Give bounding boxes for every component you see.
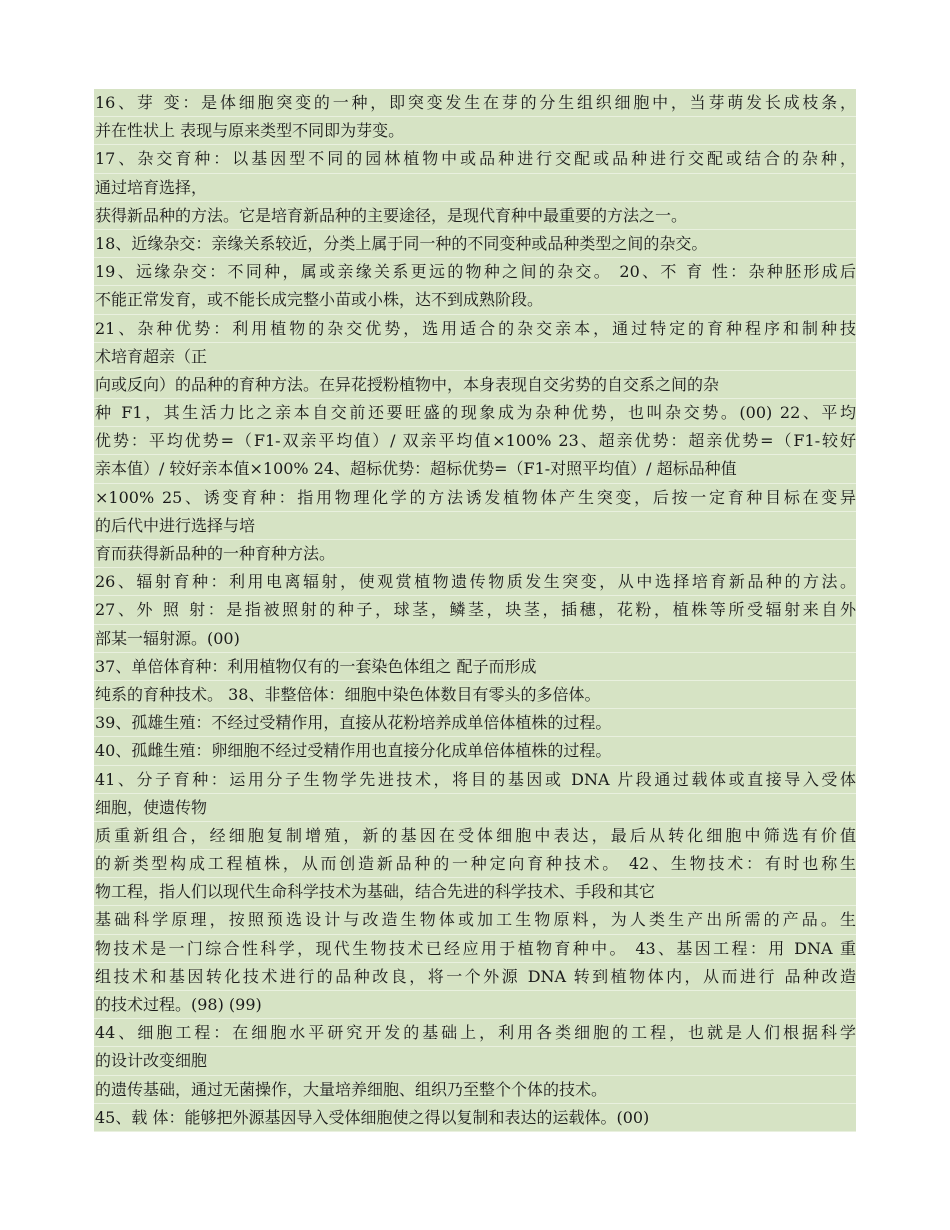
- text-line: 优势：平均优势=（F1-双亲平均值）/ 双亲平均值×100% 23、超亲优势：超亲优势=（F1-较好: [94, 427, 856, 455]
- text-line: 质重新组合，经细胞复制增殖，新的基因在受体细胞中表达，最后从转化细胞中筛选有价值: [94, 822, 856, 850]
- text-line: 不能正常发育，或不能长成完整小苗或小株，达不到成熟阶段。: [94, 286, 856, 314]
- text-line: 术培育超亲（正: [94, 343, 856, 371]
- text-line: 18、近缘杂交：亲缘关系较近，分类上属于同一种的不同变种或品种类型之间的杂交。: [94, 230, 856, 258]
- text-line: 获得新品种的方法。它是培育新品种的主要途径，是现代育种中最重要的方法之一。: [94, 202, 856, 230]
- text-line: 物技术是一门综合性科学，现代生物技术已经应用于植物育种中。 43、基因工程：用 DNA 重: [94, 935, 856, 963]
- text-line: 组技术和基因转化技术进行的品种改良，将一个外源 DNA 转到植物体内，从而进行 品种改造: [94, 963, 856, 991]
- text-line: ×100% 25、诱变育种：指用物理化学的方法诱发植物体产生突变，后按一定育种目标在变异: [94, 484, 856, 512]
- document-body: [94, 89, 856, 1132]
- text-line: 41、分子育种：运用分子生物学先进技术，将目的基因或 DNA 片段通过载体或直接导入受体: [94, 766, 856, 794]
- text-line: 通过培育选择，: [94, 174, 856, 202]
- text-line: 37、单倍体育种：利用植物仅有的一套染色体组之 配子而形成: [94, 653, 856, 681]
- text-line: 的后代中进行选择与培: [94, 512, 856, 540]
- text-line: 17、杂交育种：以基因型不同的园林植物中或品种进行交配或品种进行交配或结合的杂种，: [94, 145, 856, 173]
- text-line: 育而获得新品种的一种育种方法。: [94, 540, 856, 568]
- text-line: 21、杂种优势：利用植物的杂交优势，选用适合的杂交亲本，通过特定的育种程序和制种技: [94, 315, 856, 343]
- text-line: 45、载 体：能够把外源基因导入受体细胞使之得以复制和表达的运载体。(00): [94, 1104, 856, 1132]
- text-line: 39、孤雄生殖：不经过受精作用，直接从花粉培养成单倍体植株的过程。: [94, 709, 856, 737]
- text-line: 种 F1，其生活力比之亲本自交前还要旺盛的现象成为杂种优势，也叫杂交势。(00) 22、平均: [94, 399, 856, 427]
- text-line: 的设计改变细胞: [94, 1047, 856, 1075]
- text-line: 并在性状上 表现与原来类型不同即为芽变。: [94, 117, 856, 145]
- text-line: 部某一辐射源。(00): [94, 625, 856, 653]
- text-line: 向或反向）的品种的育种方法。在异花授粉植物中，本身表现自交劣势的自交系之间的杂: [94, 371, 856, 399]
- text-line: 的遗传基础，通过无菌操作，大量培养细胞、组织乃至整个个体的技术。: [94, 1076, 856, 1104]
- text-line: 的技术过程。(98) (99): [94, 991, 856, 1019]
- text-line: 物工程，指人们以现代生命科学技术为基础，结合先进的科学技术、手段和其它: [94, 878, 856, 906]
- text-line: 26、辐射育种：利用电离辐射，使观赏植物遗传物质发生突变，从中选择培育新品种的方法。: [94, 568, 856, 596]
- text-line: 40、孤雌生殖：卵细胞不经过受精作用也直接分化成单倍体植株的过程。: [94, 737, 856, 765]
- text-line: 19、远缘杂交：不同种，属或亲缘关系更远的物种之间的杂交。 20、不 育 性：杂种胚形成后: [94, 258, 856, 286]
- text-line: 亲本值）/ 较好亲本值×100% 24、超标优势：超标优势=（F1-对照平均值）/ 超标品种值: [94, 455, 856, 483]
- text-line: 的新类型构成工程植株，从而创造新品种的一种定向育种技术。 42、生物技术：有时也称生: [94, 850, 856, 878]
- text-line: 27、外 照 射：是指被照射的种子，球茎，鳞茎，块茎，插穗，花粉，植株等所受辐射来自外: [94, 596, 856, 624]
- text-line: 纯系的育种技术。 38、非整倍体：细胞中染色体数目有零头的多倍体。: [94, 681, 856, 709]
- text-line: 细胞，使遗传物: [94, 794, 856, 822]
- text-line: 44、细胞工程：在细胞水平研究开发的基础上，利用各类细胞的工程，也就是人们根据科学: [94, 1019, 856, 1047]
- text-line: 基础科学原理，按照预选设计与改造生物体或加工生物原料，为人类生产出所需的产品。生: [94, 906, 856, 934]
- text-line: 16、芽 变：是体细胞突变的一种，即突变发生在芽的分生组织细胞中，当芽萌发长成枝条，: [94, 89, 856, 117]
